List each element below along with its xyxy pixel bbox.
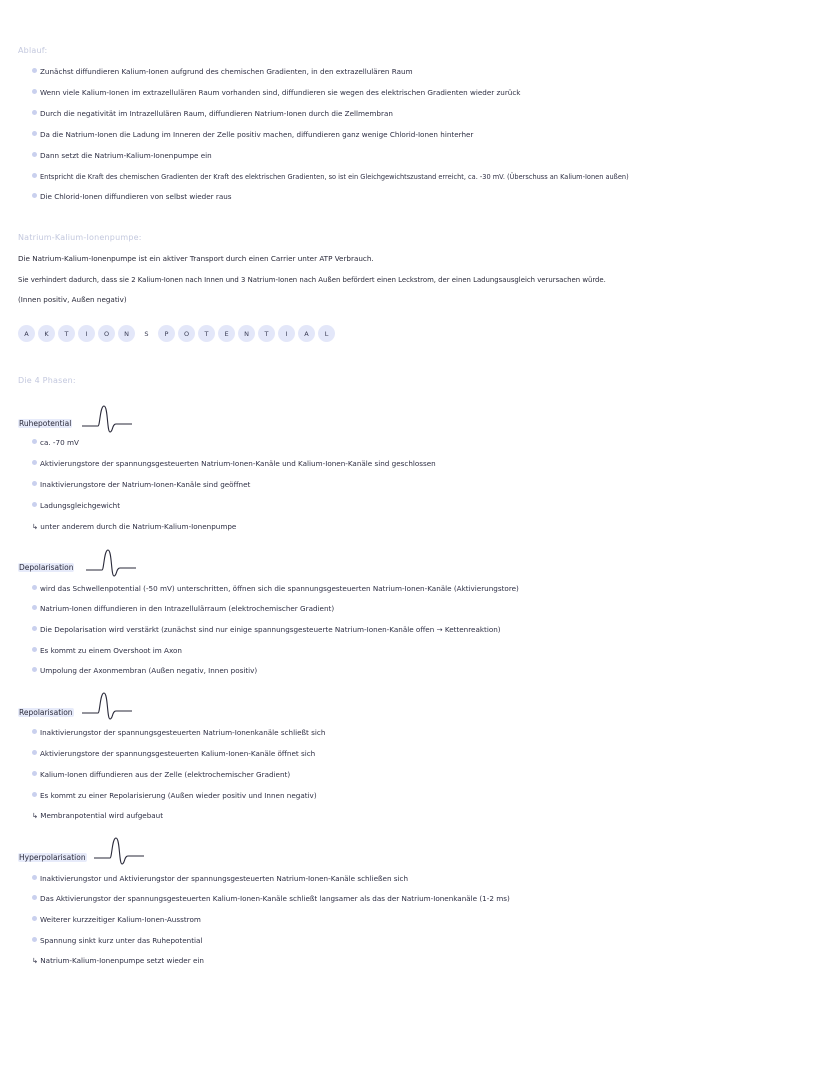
letter-pill: O: [178, 325, 195, 342]
phase-item: Die Depolarisation wird verstärkt (zunächst sind nur einige spannungsgesteuerte Natrium-Ionen-Kanäle offen → Kettenreaktion): [32, 624, 501, 636]
phase-item: Spannung sinkt kurz unter das Ruhepotential: [32, 935, 202, 947]
letter-pill: A: [18, 325, 35, 342]
phase-item: Weiterer kurzzeitiger Kalium-Ionen-Ausstrom: [32, 914, 201, 926]
phase-title-repolarisation: Repolarisation: [19, 708, 73, 717]
letter-pill: N: [238, 325, 255, 342]
letter-pill: S: [138, 325, 155, 342]
ablauf-heading: Ablauf:: [18, 46, 48, 55]
phase-title-depolarisation: Depolarisation: [19, 563, 74, 572]
letter-pill: A: [298, 325, 315, 342]
phase-title-ruhepotential: Ruhepotential: [19, 419, 72, 428]
bullet-icon: [32, 916, 37, 921]
bullet-icon: [32, 895, 37, 900]
bullet-icon: [32, 750, 37, 755]
ablauf-item: Zunächst diffundieren Kalium-Ionen aufgrund des chemischen Gradienten, in den extrazellulären Raum: [32, 66, 413, 78]
phase-item: ↳ Natrium-Kalium-Ionenpumpe setzt wieder ein: [32, 956, 204, 965]
letter-pill: K: [38, 325, 55, 342]
phase-item: ↳ unter anderem durch die Natrium-Kalium-Ionenpumpe: [32, 522, 237, 531]
letter-pill: I: [78, 325, 95, 342]
bullet-icon: [32, 667, 37, 672]
bullet-icon: [32, 792, 37, 797]
bullet-icon: [32, 68, 37, 73]
phase-item: Das Aktivierungstor der spannungsgesteuerten Kalium-Ionen-Kanäle schließt langsamer als das der Natrium-Ionenkanäle (1-2 ms): [32, 893, 510, 905]
ablauf-item: Durch die negativität im Intrazellulären Raum, diffundieren Natrium-Ionen durch die Zellmembran: [32, 108, 393, 120]
phase-item: ↳ Membranpotential wird aufgebaut: [32, 811, 164, 820]
bullet-icon: [32, 729, 37, 734]
aktionspotential-banner: [18, 325, 335, 342]
bullet-icon: [32, 626, 37, 631]
phase-item: Umpolung der Axonmembran (Außen negativ, Innen positiv): [32, 665, 257, 677]
bullet-icon: [32, 152, 37, 157]
letter-pill: E: [218, 325, 235, 342]
action-potential-wave-icon: [80, 402, 136, 438]
letter-pill: L: [318, 325, 335, 342]
phase-title-hyperpolarisation: Hyperpolarisation: [19, 853, 86, 862]
pumpe-line: Sie verhindert dadurch, dass sie 2 Kalium-Ionen nach Innen und 3 Natrium-Ionen nach Außen befördert einen Leckstrom, der einen Ladungsausgleich verursachen würde.: [18, 276, 606, 284]
phase-item: Inaktivierungstore der Natrium-Ionen-Kanäle sind geöffnet: [32, 479, 250, 491]
pumpe-line: Die Natrium-Kalium-Ionenpumpe ist ein aktiver Transport durch einen Carrier unter ATP Verbrauch.: [18, 254, 374, 263]
bullet-icon: [32, 110, 37, 115]
phase-item: Inaktivierungstor der spannungsgesteuerten Natrium-Ionenkanäle schließt sich: [32, 727, 325, 739]
ablauf-item: Da die Natrium-Ionen die Ladung im Inneren der Zelle positiv machen, diffundieren ganz wenige Chlorid-Ionen hinterher: [32, 129, 473, 141]
phase-item: Kalium-Ionen diffundieren aus der Zelle (elektrochemischer Gradient): [32, 769, 290, 781]
letter-pill: N: [118, 325, 135, 342]
letter-pill: T: [58, 325, 75, 342]
letter-pill: I: [278, 325, 295, 342]
letter-pill: P: [158, 325, 175, 342]
ablauf-item: Die Chlorid-Ionen diffundieren von selbst wieder raus: [32, 191, 232, 203]
bullet-icon: [32, 173, 37, 178]
phase-item: Aktivierungstore der spannungsgesteuerten Natrium-Ionen-Kanäle und Kalium-Ionen-Kanäle sind geschlossen: [32, 458, 436, 470]
phase-item: ca. -70 mV: [32, 437, 79, 449]
bullet-icon: [32, 502, 37, 507]
bullet-icon: [32, 439, 37, 444]
letter-pill: T: [198, 325, 215, 342]
phase-item: Ladungsgleichgewicht: [32, 500, 120, 512]
pumpe-line: (Innen positiv, Außen negativ): [18, 295, 127, 304]
bullet-icon: [32, 193, 37, 198]
action-potential-wave-icon: [80, 689, 136, 725]
phasen-heading: Die 4 Phasen:: [18, 376, 76, 385]
ablauf-item: Entspricht die Kraft des chemischen Gradienten der Kraft des elektrischen Gradienten, so ist ein Gleichgewichtszustand erreicht, ca. -30 mV. (Überschuss an Kalium-Ionen außen): [32, 171, 629, 183]
ablauf-item: Dann setzt die Natrium-Kalium-Ionenpumpe ein: [32, 150, 212, 162]
phase-item: Inaktivierungstor und Aktivierungstor der spannungsgesteuerten Natrium-Ionen-Kanäle schließen sich: [32, 873, 408, 885]
phase-item: Aktivierungstore der spannungsgesteuerten Kalium-Ionen-Kanäle öffnet sich: [32, 748, 315, 760]
bullet-icon: [32, 875, 37, 880]
letter-pill: O: [98, 325, 115, 342]
bullet-icon: [32, 460, 37, 465]
letter-pill: T: [258, 325, 275, 342]
bullet-icon: [32, 937, 37, 942]
phase-item: Es kommt zu einem Overshoot im Axon: [32, 645, 182, 657]
action-potential-wave-icon: [84, 546, 140, 582]
pumpe-heading: Natrium-Kalium-Ionenpumpe:: [18, 233, 142, 242]
bullet-icon: [32, 89, 37, 94]
phase-item: wird das Schwellenpotential (-50 mV) unterschritten, öffnen sich die spannungsgesteuerten Natrium-Ionen-Kanäle (Aktivierungstore): [32, 583, 519, 595]
bullet-icon: [32, 771, 37, 776]
phase-item: Natrium-Ionen diffundieren in den Intrazellulärraum (elektrochemischer Gradient): [32, 603, 334, 615]
bullet-icon: [32, 647, 37, 652]
bullet-icon: [32, 585, 37, 590]
phase-item: Es kommt zu einer Repolarisierung (Außen wieder positiv und Innen negativ): [32, 790, 317, 802]
bullet-icon: [32, 481, 37, 486]
ablauf-item: Wenn viele Kalium-Ionen im extrazellulären Raum vorhanden sind, diffundieren sie wegen des elektrischen Gradienten wieder zurück: [32, 87, 520, 99]
bullet-icon: [32, 605, 37, 610]
action-potential-wave-icon: [92, 834, 148, 870]
bullet-icon: [32, 131, 37, 136]
